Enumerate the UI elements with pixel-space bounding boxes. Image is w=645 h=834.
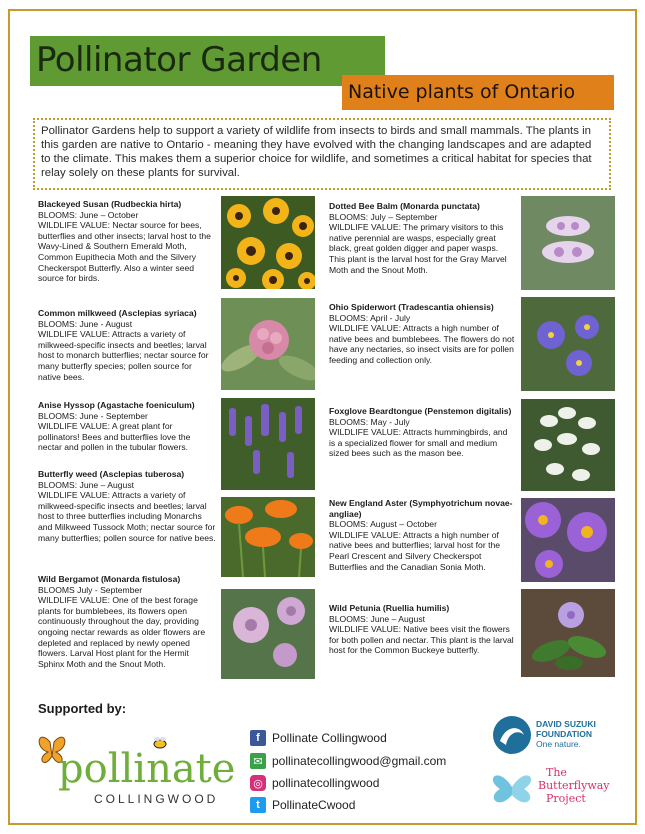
plant-name: Butterfly weed (Asclepias tuberosa): [38, 469, 185, 479]
plant-entry: [38, 469, 216, 543]
plant-entry: [329, 406, 515, 459]
plant-wildlife-value: WILDLIFE VALUE: Attracts a variety of milkweed-specific insects and beetles; larval host to monarch butterflies; nectar source for many butterfly species; pollen source for native bees.: [38, 329, 209, 382]
plant-name: Wild Petunia (Ruellia humilis): [329, 603, 450, 613]
social-instagram[interactable]: [250, 775, 379, 791]
plant-entry: [38, 400, 216, 453]
page-title: Pollinator Garden: [36, 40, 322, 80]
pollinate-collingwood-logo: [36, 728, 236, 810]
instagram-icon: ◎: [250, 775, 266, 791]
title-banner: [30, 36, 385, 86]
butterflyway-project-logo: [488, 765, 613, 813]
instagram-handle: pollinatecollingwood: [272, 776, 380, 790]
flyway-line1: The: [546, 766, 567, 779]
butterflyway-butterfly-icon: [488, 765, 536, 811]
suzuki-line3: One nature.: [536, 739, 581, 749]
plant-name: New England Aster (Symphyotrichum novae-angliae): [329, 498, 513, 519]
email-address: pollinatecollingwood@gmail.com: [272, 754, 447, 768]
plant-wildlife-value: WILDLIFE VALUE: A great plant for pollinators! Bees and butterflies love the nectar and pollen in the tubular flowers.: [38, 421, 191, 453]
suzuki-line2: FOUNDATION: [536, 729, 593, 739]
plant-blooms: BLOOMS: June – October: [38, 209, 139, 220]
ohio-spiderwort-photo: [521, 297, 615, 391]
plant-wildlife-value: WILDLIFE VALUE: The primary visitors to this native perennial are wasps, especially great black, great golden digger and paper wasps. This plant is the larval host for the Gray Marvel Moth and the Snout Moth.: [329, 222, 507, 275]
foxglove-beardtongue-photo: [521, 399, 615, 491]
email-icon: ✉: [250, 753, 266, 769]
plant-name: Foxglove Beardtongue (Penstemon digitalis): [329, 406, 512, 416]
social-facebook[interactable]: [250, 730, 387, 746]
plant-blooms: BLOOMS: May - July: [329, 416, 410, 427]
wild-petunia-photo: [521, 589, 615, 677]
social-email[interactable]: [250, 753, 446, 769]
plant-name: Ohio Spiderwort (Tradescantia ohiensis): [329, 302, 494, 312]
plant-name: Blackeyed Susan (Rudbeckia hirta): [38, 199, 182, 209]
facebook-handle: Pollinate Collingwood: [272, 731, 387, 745]
plant-blooms: BLOOMS: August – October: [329, 519, 437, 530]
anise-hyssop-photo: [221, 398, 315, 490]
plant-blooms: BLOOMS July - September: [38, 584, 143, 595]
dotted-bee-balm-photo: [521, 196, 615, 290]
plant-name: Common milkweed (Asclepias syriaca): [38, 308, 197, 318]
plant-blooms: BLOOMS: June - September: [38, 410, 148, 421]
plant-blooms: BLOOMS: April - July: [329, 312, 411, 323]
plant-name: Anise Hyssop (Agastache foeniculum): [38, 400, 195, 410]
plant-wildlife-value: WILDLIFE VALUE: Native bees visit the flowers for both pollen and nectar. This plant is the larval host for the Common Buckeye butterfly.: [329, 624, 514, 656]
plant-entry: [38, 199, 216, 284]
plant-wildlife-value: WILDLIFE VALUE: Attracts hummingbirds, and is a specialized flower for small and medium sized bees such as the mason bee.: [329, 427, 508, 459]
blackeyed-susan-photo: [221, 196, 315, 289]
new-england-aster-photo: [521, 498, 615, 582]
twitter-icon: t: [250, 797, 266, 813]
plant-entry: [329, 201, 515, 275]
plant-wildlife-value: WILDLIFE VALUE: Nectar source for bees, butterflies and other insects; larval host to the Wavy-Lined & Southern Emerald Moth, Common Eupithecia Moth and the Silvery Checkerspot Butterfly. Also a winter seed source for birds.: [38, 220, 211, 284]
plant-blooms: BLOOMS: June – August: [329, 613, 426, 624]
twitter-handle: PollinateCwood: [272, 798, 356, 812]
plant-entry: [329, 498, 515, 572]
plant-wildlife-value: WILDLIFE VALUE: Attracts a variety of milkweed-specific insects and beetles; larval host to three butterflies including Monarchs and Milkweed Tussock Moth; nectar source for many butterflies; pollen source for native bees.: [38, 490, 216, 543]
plant-name: Dotted Bee Balm (Monarda punctata): [329, 201, 480, 211]
intro-paragraph: Pollinator Gardens help to support a variety of wildlife from insects to birds and small mammals. The plants in this garden are native to Ontario - meaning they have evolved with the changing landscapes and are adapted to the climate. This makes them a superior choice for wildlife, and sometimes a critical habitat for species that relay solely on these plants for survival.: [33, 118, 611, 190]
supported-by-heading: Supported by:: [38, 701, 127, 716]
suzuki-swirl-icon: [492, 715, 532, 755]
plant-blooms: BLOOMS: June - August: [38, 318, 133, 329]
plant-entry: [329, 603, 515, 656]
common-milkweed-photo: [221, 298, 315, 390]
flyway-line2: Butterflyway: [538, 779, 610, 792]
suzuki-line1: DAVID SUZUKI: [536, 719, 596, 729]
butterfly-weed-photo: [221, 497, 315, 577]
plant-entry: [329, 302, 515, 366]
david-suzuki-foundation-logo: [492, 715, 617, 757]
subtitle-banner: [342, 75, 614, 110]
plant-wildlife-value: WILDLIFE VALUE: Attracts a high number of native bees and bumblebees. The flowers do not have any nectaries, so insect visits are for pollen feeding and collection only.: [329, 323, 515, 365]
pollinate-wordmark: pollinate: [58, 746, 236, 792]
plant-name: Wild Bergamot (Monarda fistulosa): [38, 574, 181, 584]
flyway-line3: Project: [546, 792, 586, 805]
plant-entry: [38, 308, 216, 382]
collingwood-wordmark: COLLINGWOOD: [94, 792, 219, 806]
plant-blooms: BLOOMS: July – September: [329, 211, 438, 222]
wild-bergamot-photo: [221, 589, 315, 679]
plant-entry: [38, 574, 216, 669]
page-subtitle: Native plants of Ontario: [348, 81, 576, 103]
plant-wildlife-value: WILDLIFE VALUE: Attracts a high number of native bees and butterflies; larval host for the Pearl Crescent and Silvery Checkerspot Butterflies and the Canadian Sonia Moth.: [329, 529, 501, 572]
plant-blooms: BLOOMS: June – August: [38, 479, 135, 490]
social-twitter[interactable]: [250, 797, 355, 813]
facebook-icon: f: [250, 730, 266, 746]
plant-wildlife-value: WILDLIFE VALUE: One of the best forage plants for bumblebees, its flowers open continuously throughout the day, providing ongoing nectar rewards as older flowers are depleted and replaced by newly opened flowers. Larval Host plant for the Hermit Sphinx Moth and the Snout Moth.: [38, 595, 206, 669]
